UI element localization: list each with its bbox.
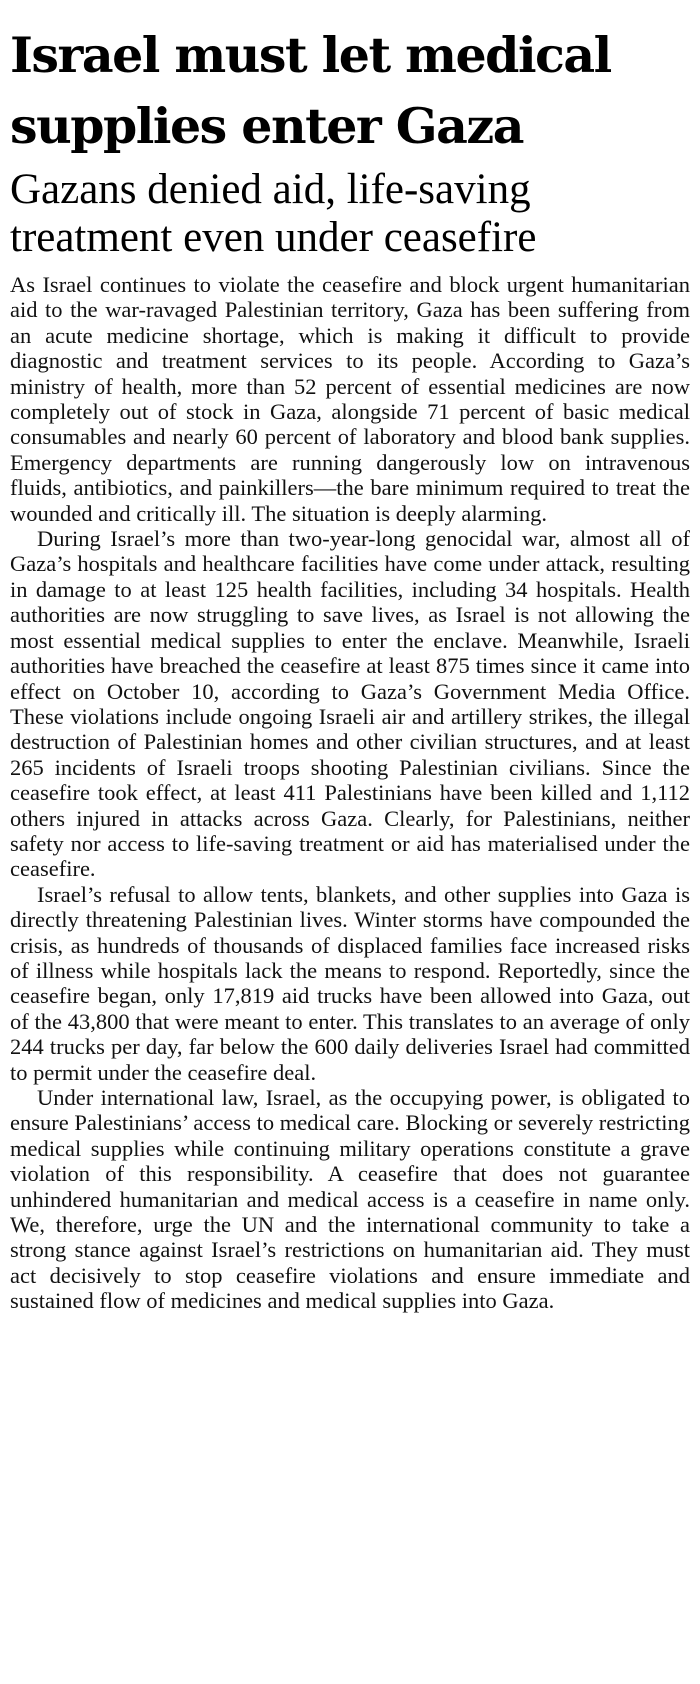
body-paragraph-3: Israel’s refusal to allow tents, blankets, and other supplies into Gaza is directly threatening Palestinian lives. Winter storms have compounded the crisis, as hundreds of thousands of displaced families face increased risks of illness while hospitals lack the means to respond. Reportedly, since the ceasefire began, only 17,819 aid trucks have been allowed into Gaza, out of the 43,800 that were meant to enter. This translates to an average of only 244 trucks per day, far below the 600 daily deliveries Israel had committed to permit under the ceasefire deal. [10, 881, 690, 1085]
body-paragraph-1: As Israel continues to violate the ceasefire and block urgent humanitarian aid to the war-ravaged Palestinian territory, Gaza has been suffering from an acute medicine shortage, which is making it difficult to provide diagnostic and treatment services to its people. According to Gaza’s ministry of health, more than 52 percent of essential medicines are now completely out of stock in Gaza, alongside 71 percent of basic medical consumables and nearly 60 percent of laboratory and blood bank supplies. Emergency departments are running dangerously low on intravenous fluids, antibiotics, and painkillers—the bare minimum required to treat the wounded and critically ill. The situation is deeply alarming. [10, 272, 690, 526]
body-paragraph-2: During Israel’s more than two-year-long genocidal war, almost all of Gaza’s hospitals and healthcare facilities have come under attack, resulting in damage to at least 125 health facilities, including 34 hospitals. Health authorities are now struggling to save lives, as Israel is not allowing the most essential medical supplies to enter the enclave. Meanwhile, Israeli authorities have breached the ceasefire at least 875 times since it came into effect on October 10, according to Gaza’s Government Media Office. These violations include ongoing Israeli air and artillery strikes, the illegal destruction of Palestinian homes and other civilian structures, and at least 265 incidents of Israeli troops shooting Palestinian civilians. Since the ceasefire took effect, at least 411 Palestinians have been killed and 1,112 others injured in attacks across Gaza. Clearly, for Palestinians, neither safety nor access to life-saving treatment or aid has materialised under the ceasefire. [10, 526, 690, 882]
headline: Israel must let medical supplies enter Gaza [10, 26, 611, 155]
subheadline: Gazans denied aid, life-saving treatment even under ceasefire [10, 166, 537, 261]
body-paragraph-4: Under international law, Israel, as the occupying power, is obligated to ensure Palestinians’ access to medical care. Blocking or severely restricting medical supplies while continuing military operations constitute a grave violation of this responsibility. A ceasefire that does not guarantee unhindered humanitarian and medical access is a ceasefire in name only. We, therefore, urge the UN and the international community to take a strong stance against Israel’s restrictions on humanitarian aid. They must act decisively to stop ceasefire violations and ensure immediate and sustained flow of medicines and medical supplies into Gaza. [10, 1085, 690, 1314]
